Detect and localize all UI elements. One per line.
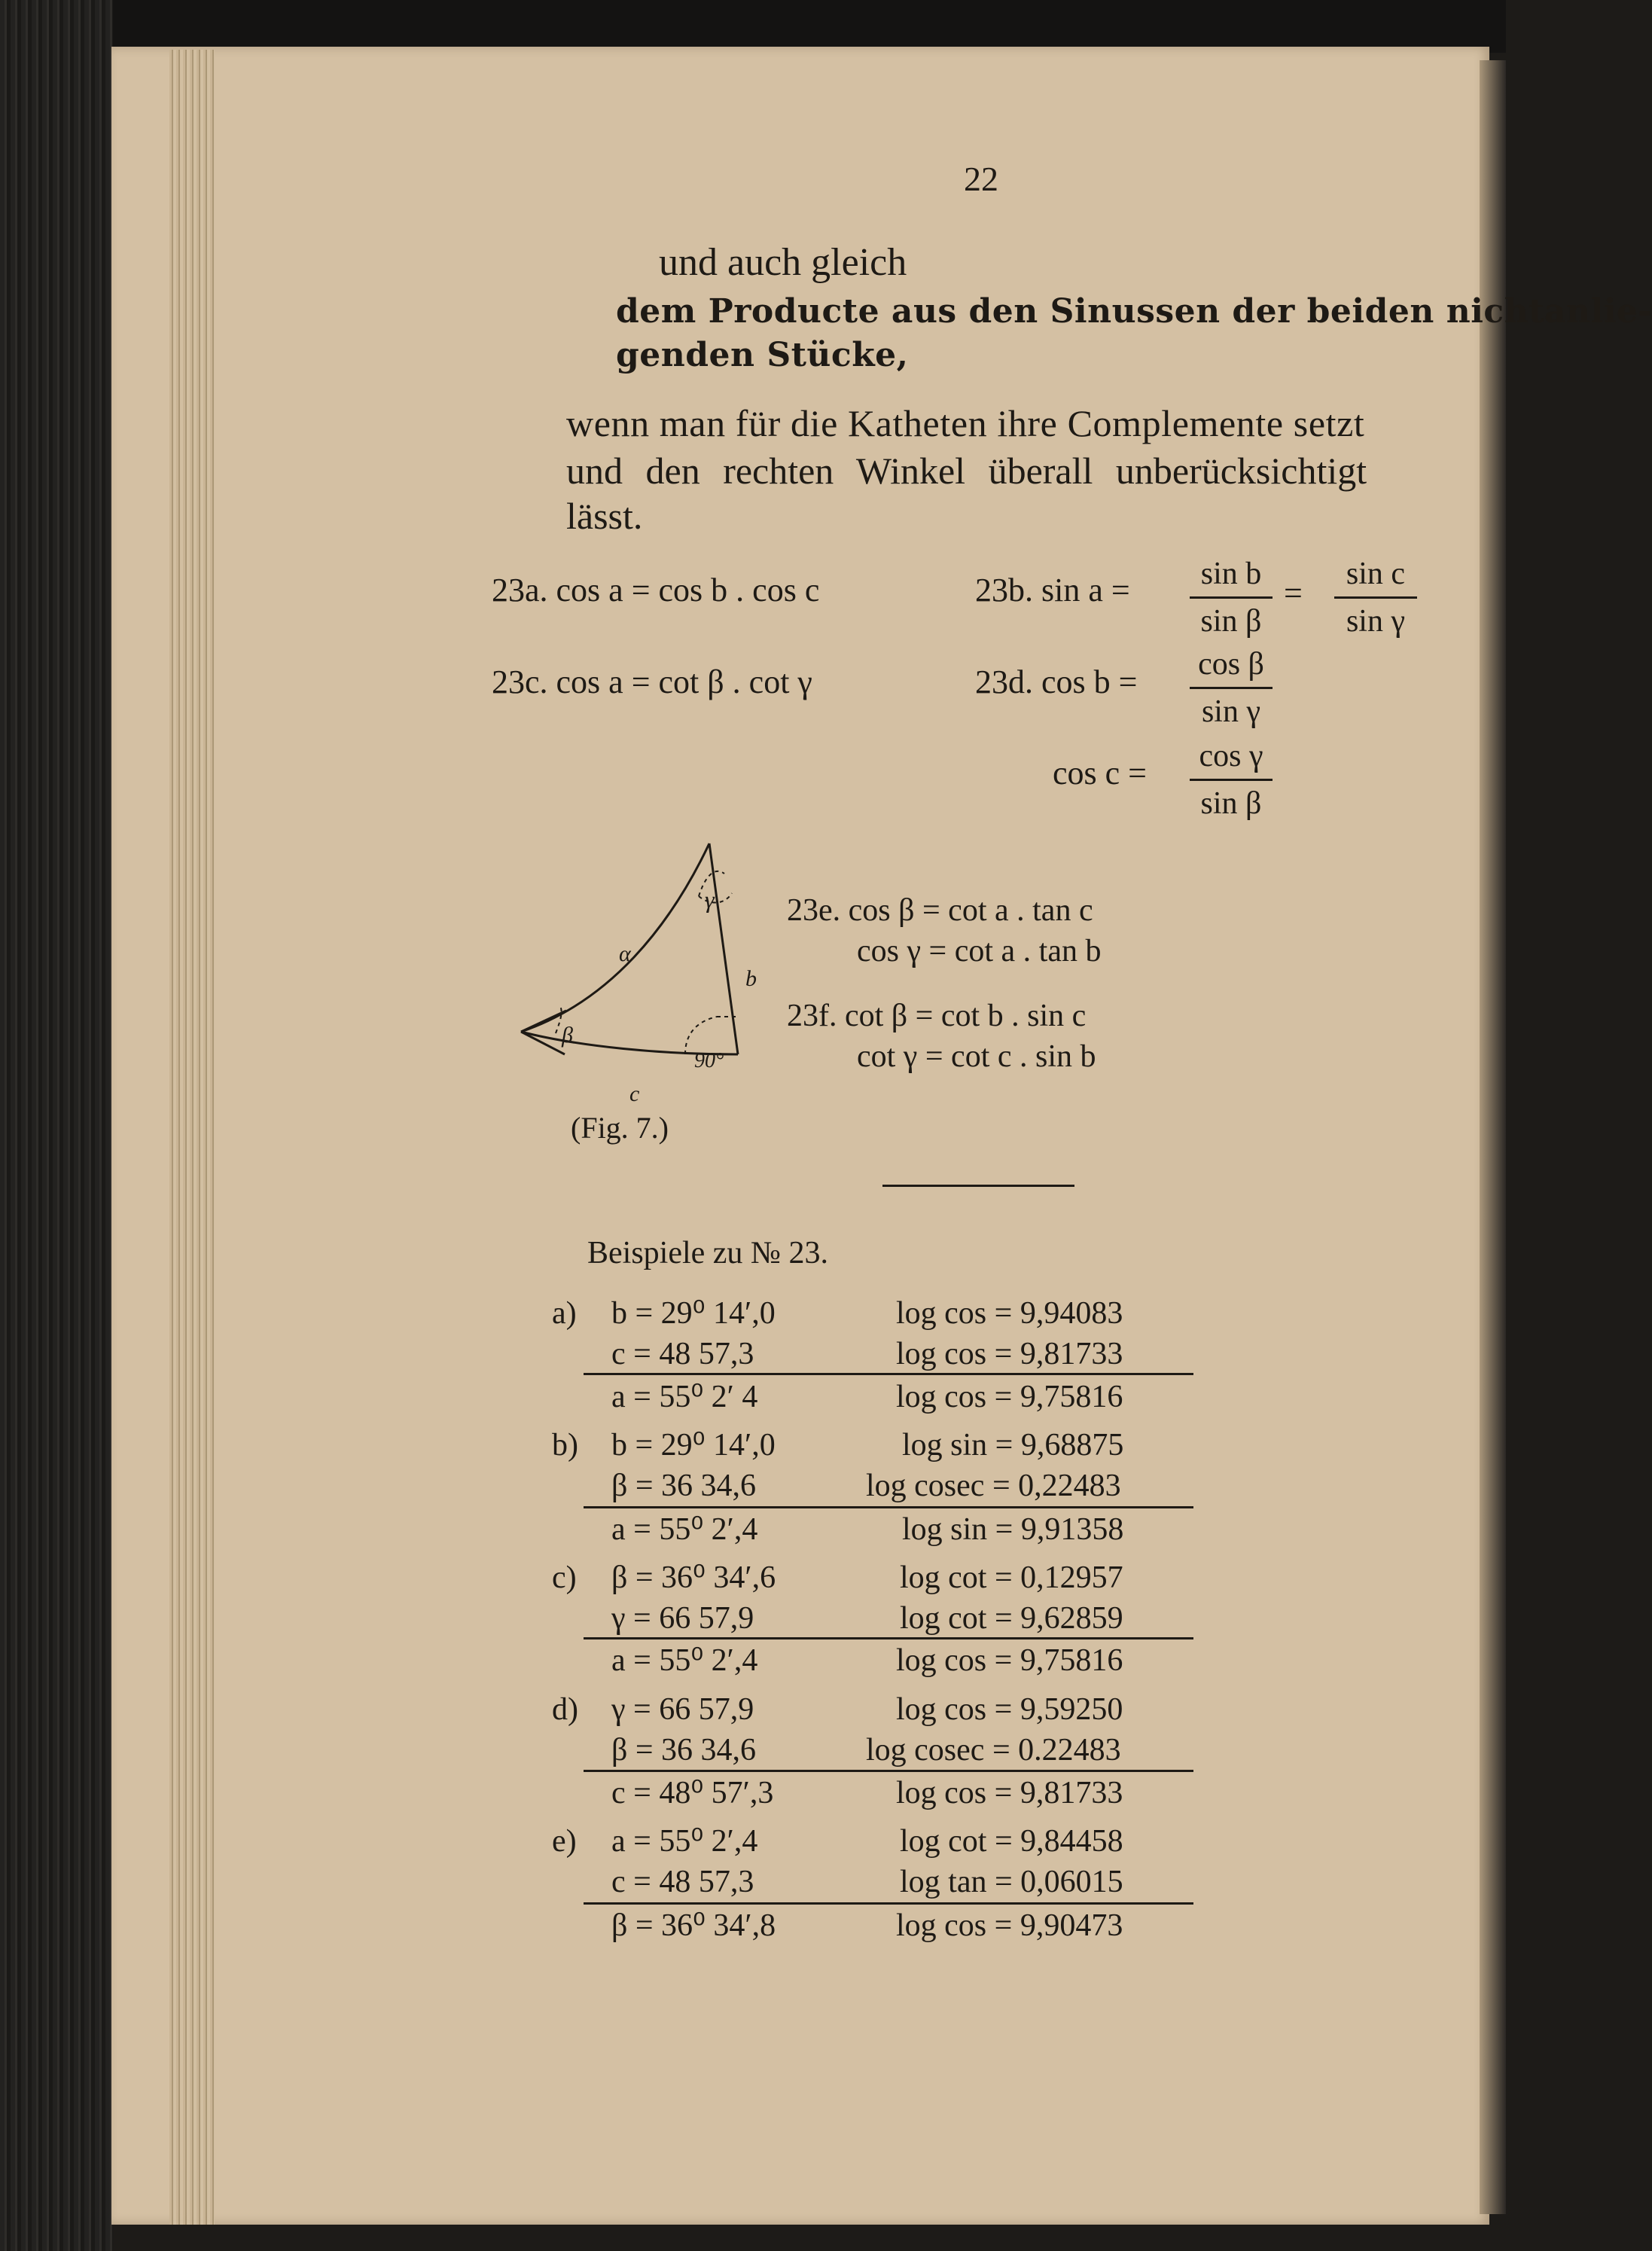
example-rhs: log cot = 9,62859 [900,1601,1123,1636]
example-rhs: log cot = 0,12957 [900,1560,1123,1595]
example-rhs: log sin = 9,68875 [902,1428,1124,1463]
formula-23e-1: 23e. cos β = cot a . tan c [787,893,1093,928]
fraction-denominator: sin γ [1201,694,1261,729]
example-rhs: log cos = 9,59250 [896,1692,1123,1727]
triangle-side-a [521,843,709,1032]
example-result-lhs: a = 55⁰ 2′ 4 [611,1380,758,1414]
triangle-side-b [709,843,738,1054]
fraction-numerator: cos β [1190,646,1273,689]
book-binding [0,0,113,2251]
example-lhs: c = 48 57,3 [611,1865,754,1899]
fraction-23b-2 [1334,556,1417,639]
example-result-rhs: log cos = 9,81733 [896,1776,1123,1810]
example-result-lhs: c = 48⁰ 57′,3 [611,1776,774,1810]
fraction-numerator: sin b [1190,556,1273,599]
example-rhs: log cos = 9,81733 [896,1337,1123,1371]
sum-rule [584,1506,1193,1508]
example-lhs: a = 55⁰ 2′,4 [611,1824,758,1859]
page-number: 22 [964,160,998,198]
figure-label-gamma: γ [705,886,715,913]
sum-rule [584,1770,1193,1772]
fraction-23d-1 [1190,646,1273,730]
example-result-lhs: β = 36⁰ 34′,8 [611,1908,776,1943]
example-label: d) [552,1692,578,1727]
example-result-rhs: log cos = 9,75816 [896,1643,1123,1678]
intro-line: und den rechten Winkel überall unberücksichtigt [566,450,1367,492]
example-lhs: γ = 66 57,9 [611,1692,754,1727]
example-rhs: log cosec = 0,22483 [866,1469,1121,1503]
example-lhs: β = 36 34,6 [611,1469,757,1503]
fraction-numerator: cos γ [1190,738,1273,781]
fraction-denominator: sin β [1200,786,1262,821]
sum-rule [584,1637,1193,1639]
example-lhs: γ = 66 57,9 [611,1601,754,1636]
example-lhs: c = 48 57,3 [611,1337,754,1371]
example-label: c) [552,1560,577,1595]
example-result-rhs: log sin = 9,91358 [902,1512,1124,1547]
intro-bold-line: dem Producte aus den Sinussen der beiden nichtanlie- [616,292,1652,331]
example-label: a) [552,1296,577,1331]
formula-23f-1: 23f. cot β = cot b . sin c [787,999,1087,1033]
figure-label-c: c [629,1081,640,1106]
formula-23b-left: 23b. sin a = [975,572,1130,609]
example-label: b) [552,1428,578,1463]
figure-label-beta: β [562,1023,573,1048]
intro-line: lässt. [566,495,643,537]
figure-label-90: 90° [694,1049,724,1072]
formula-23a: 23a. cos a = cos b . cos c [492,572,820,609]
intro-line: und auch gleich [659,241,907,284]
examples-title: Beispiele zu № 23. [587,1236,829,1270]
formula-23d-2-left: cos c = [1053,755,1147,792]
formula-23b-eq: = [1284,575,1303,612]
example-rhs: log cot = 9,84458 [900,1824,1123,1859]
sum-rule [584,1373,1193,1375]
page-right-shadow [1480,60,1506,2214]
intro-bold-line: genden Stücke, [616,336,909,374]
example-lhs: b = 29⁰ 14′,0 [611,1296,776,1331]
example-result-lhs: a = 55⁰ 2′,4 [611,1643,758,1678]
fraction-23d-2 [1190,738,1273,822]
figure-caption: (Fig. 7.) [571,1111,669,1145]
example-rhs: log cosec = 0.22483 [866,1733,1121,1768]
example-lhs: β = 36 34,6 [611,1733,757,1768]
page-edges [169,50,215,2225]
example-result-rhs: log cos = 9,75816 [896,1380,1123,1414]
figure-label-b: b [745,966,757,991]
book-top-background [0,0,1506,53]
example-lhs: β = 36⁰ 34′,6 [611,1560,776,1595]
fraction-23b-1 [1190,556,1273,639]
figure-label-alpha: α [619,941,631,966]
example-label: e) [552,1824,577,1859]
formula-23d-left: 23d. cos b = [975,663,1138,700]
example-result-rhs: log cos = 9,90473 [896,1908,1123,1943]
fraction-denominator: sin β [1200,604,1262,639]
example-result-lhs: a = 55⁰ 2′,4 [611,1512,758,1547]
formula-23c: 23c. cos a = cot β . cot γ [492,663,812,700]
fraction-denominator: sin γ [1346,604,1406,639]
example-lhs: b = 29⁰ 14′,0 [611,1428,776,1463]
section-separator [882,1185,1074,1187]
sum-rule [584,1902,1193,1905]
example-rhs: log tan = 0,06015 [900,1865,1123,1899]
example-rhs: log cos = 9,94083 [896,1296,1123,1331]
formula-23f-2: cot γ = cot c . sin b [857,1039,1096,1074]
formula-23e-2: cos γ = cot a . tan b [857,934,1102,968]
intro-line: wenn man für die Katheten ihre Complemente setzt [566,402,1365,444]
fraction-numerator: sin c [1334,556,1417,599]
